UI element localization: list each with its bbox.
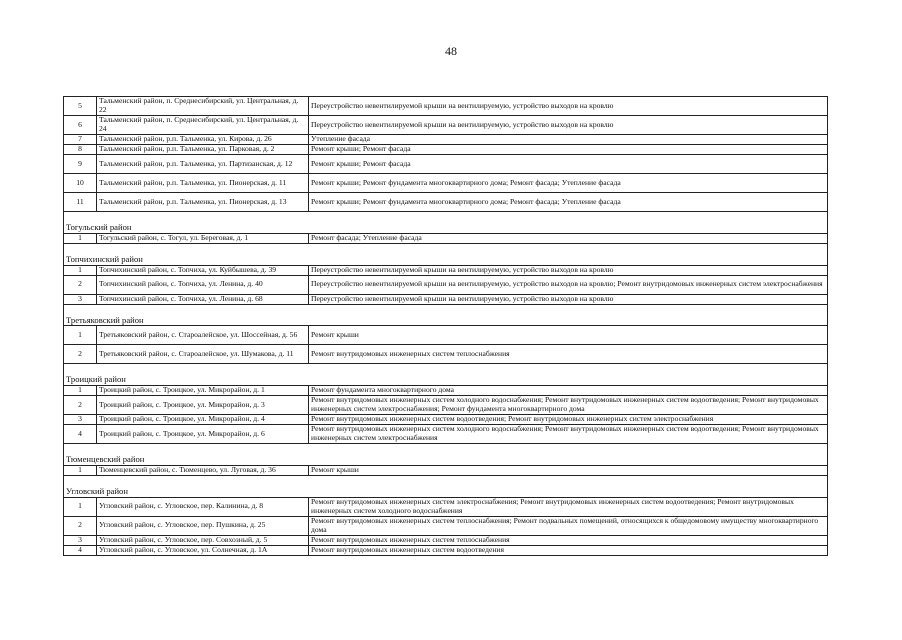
works-cell: Ремонт внутридомовых инженерных систем водоотведения; Ремонт внутридомовых инженерных систем электроснабжения <box>309 415 828 425</box>
address-cell: Топчихинский район, с. Топчиха, ул. Ленина, д. 40 <box>97 275 309 294</box>
address-cell: Тальменский район, р.п. Тальменка, ул. Парковая, д. 2 <box>97 145 309 155</box>
table-row <box>64 415 828 425</box>
address-cell: Третьяковский район, с. Староалейское, ул. Шоссейная, д. 56 <box>97 326 309 345</box>
address-cell: Угловский район, с. Угловское, пер. Совхозный, д. 5 <box>97 535 309 545</box>
table-row <box>64 535 828 545</box>
row-number: 1 <box>64 233 97 243</box>
table-row <box>64 345 828 364</box>
district-name: Троицкий район <box>64 364 828 386</box>
row-number: 3 <box>64 294 97 304</box>
district-header <box>64 364 828 386</box>
district-name: Тюменцевский район <box>64 444 828 466</box>
works-cell: Ремонт внутридомовых инженерных систем электроснабжения; Ремонт внутридомовых инженерных систем водоотведения; Ремонт внутридомовых инженерных систем холодного водоснабжения <box>309 497 828 516</box>
table-row <box>64 174 828 193</box>
repair-table <box>63 96 827 556</box>
works-cell: Ремонт крыши <box>309 465 828 475</box>
row-number: 1 <box>64 265 97 275</box>
row-number: 1 <box>64 326 97 345</box>
address-cell: Третьяковский район, с. Староалейское, ул. Шумакова, д. 11 <box>97 345 309 364</box>
row-number: 1 <box>64 465 97 475</box>
page-number: 48 <box>445 44 457 58</box>
works-cell: Переустройство невентилируемой крыши на вентилируемую, устройство выходов на кровлю <box>309 294 828 304</box>
works-cell: Ремонт внутридомовых инженерных систем холодного водоснабжения; Ремонт внутридомовых инженерных систем водоотведения; Ремонт внутридомовых инженерных систем электроснабжения; Ремонт фундамента многоквартирного дома <box>309 396 828 415</box>
table-row <box>64 145 828 155</box>
works-cell: Ремонт крыши; Ремонт фасада <box>309 145 828 155</box>
works-cell: Ремонт внутридомовых инженерных систем теплоснабжения; Ремонт подвальных помещений, относящихся к общедомовому имуществу многоквартирного дома <box>309 516 828 535</box>
works-cell: Ремонт внутридомовых инженерных систем водоотведения <box>309 545 828 555</box>
table-row <box>64 425 828 444</box>
works-cell: Переустройство невентилируемой крыши на вентилируемую, устройство выходов на кровлю <box>309 265 828 275</box>
works-cell: Ремонт крыши <box>309 326 828 345</box>
works-cell: Ремонт фасада; Утепление фасада <box>309 233 828 243</box>
table-row <box>64 193 828 212</box>
row-number: 1 <box>64 386 97 396</box>
address-cell: Тальменский район, п. Среднесибирский, ул. Центральная, д. 24 <box>97 116 309 135</box>
table-row <box>64 545 828 555</box>
address-cell: Троицкий район, с. Троицкое, ул. Микрорайон, д. 3 <box>97 396 309 415</box>
works-cell: Ремонт внутридомовых инженерных систем теплоснабжения <box>309 345 828 364</box>
district-name: Третьяковский район <box>64 304 828 326</box>
address-cell: Тогульский район, с. Тогул, ул. Береговая, д. 1 <box>97 233 309 243</box>
address-cell: Топчихинский район, с. Топчиха, ул. Куйбышева, д. 39 <box>97 265 309 275</box>
row-number: 2 <box>64 345 97 364</box>
row-number: 4 <box>64 545 97 555</box>
district-header <box>64 243 828 265</box>
table-row <box>64 265 828 275</box>
address-cell: Тальменский район, р.п. Тальменка, ул. Пионерская, д. 13 <box>97 193 309 212</box>
table-row <box>64 326 828 345</box>
table-row <box>64 294 828 304</box>
address-cell: Тальменский район, р.п. Тальменка, ул. Партизанская, д. 12 <box>97 155 309 174</box>
table-row <box>64 116 828 135</box>
works-cell: Переустройство невентилируемой крыши на вентилируемую, устройство выходов на кровлю; Ремонт внутридомовых инженерных систем электроснабжения <box>309 275 828 294</box>
district-header <box>64 304 828 326</box>
table-row <box>64 233 828 243</box>
works-cell: Переустройство невентилируемой крыши на вентилируемую, устройство выходов на кровлю <box>309 116 828 135</box>
works-cell: Утепление фасада <box>309 135 828 145</box>
address-cell: Угловский район, с. Угловское, ул. Солнечная, д. 1А <box>97 545 309 555</box>
works-cell: Переустройство невентилируемой крыши на вентилируемую, устройство выходов на кровлю <box>309 97 828 116</box>
address-cell: Тальменский район, р.п. Тальменка, ул. Кирова, д. 26 <box>97 135 309 145</box>
address-cell: Троицкий район, с. Троицкое, ул. Микрорайон, д. 1 <box>97 386 309 396</box>
row-number: 4 <box>64 425 97 444</box>
table-row <box>64 497 828 516</box>
row-number: 3 <box>64 415 97 425</box>
address-cell: Троицкий район, с. Троицкое, ул. Микрорайон, д. 6 <box>97 425 309 444</box>
address-cell: Угловский район, с. Угловское, пер. Пушкина, д. 25 <box>97 516 309 535</box>
works-cell: Ремонт фундамента многоквартирного дома <box>309 386 828 396</box>
works-cell: Ремонт крыши; Ремонт фундамента многоквартирного дома; Ремонт фасада; Утепление фасада <box>309 174 828 193</box>
works-cell: Ремонт внутридомовых инженерных систем холодного водоснабжения; Ремонт внутридомовых инженерных систем водоотведения; Ремонт внутридомовых инженерных систем электроснабжения <box>309 425 828 444</box>
table-row <box>64 396 828 415</box>
address-cell: Тальменский район, п. Среднесибирский, ул. Центральная, д. 22 <box>97 97 309 116</box>
address-cell: Топчихинский район, с. Топчиха, ул. Ленина, д. 68 <box>97 294 309 304</box>
address-cell: Угловский район, с. Угловское, пер. Калинина, д. 8 <box>97 497 309 516</box>
address-cell: Тюменцевский район, с. Тюменцево, ул. Луговая, д. 36 <box>97 465 309 475</box>
district-header <box>64 475 828 497</box>
works-cell: Ремонт внутридомовых инженерных систем теплоснабжения <box>309 535 828 545</box>
row-number: 6 <box>64 116 97 135</box>
row-number: 2 <box>64 396 97 415</box>
row-number: 1 <box>64 497 97 516</box>
row-number: 3 <box>64 535 97 545</box>
table-row <box>64 135 828 145</box>
row-number: 7 <box>64 135 97 145</box>
district-header <box>64 444 828 466</box>
district-header <box>64 212 828 234</box>
works-cell: Ремонт крыши; Ремонт фундамента многоквартирного дома; Ремонт фасада; Утепление фасада <box>309 193 828 212</box>
table-row <box>64 97 828 116</box>
row-number: 2 <box>64 275 97 294</box>
table-row <box>64 516 828 535</box>
row-number: 2 <box>64 516 97 535</box>
row-number: 10 <box>64 174 97 193</box>
repair-table-body <box>64 97 828 556</box>
address-cell: Тальменский район, р.п. Тальменка, ул. Пионерская, д. 11 <box>97 174 309 193</box>
table-row <box>64 386 828 396</box>
works-cell: Ремонт крыши; Ремонт фасада <box>309 155 828 174</box>
row-number: 5 <box>64 97 97 116</box>
row-number: 9 <box>64 155 97 174</box>
row-number: 8 <box>64 145 97 155</box>
address-cell: Троицкий район, с. Троицкое, ул. Микрорайон, д. 4 <box>97 415 309 425</box>
table-row <box>64 275 828 294</box>
district-name: Угловский район <box>64 475 828 497</box>
row-number: 11 <box>64 193 97 212</box>
table-row <box>64 155 828 174</box>
table-row <box>64 465 828 475</box>
district-name: Топчихинский район <box>64 243 828 265</box>
district-name: Тогульский район <box>64 212 828 234</box>
